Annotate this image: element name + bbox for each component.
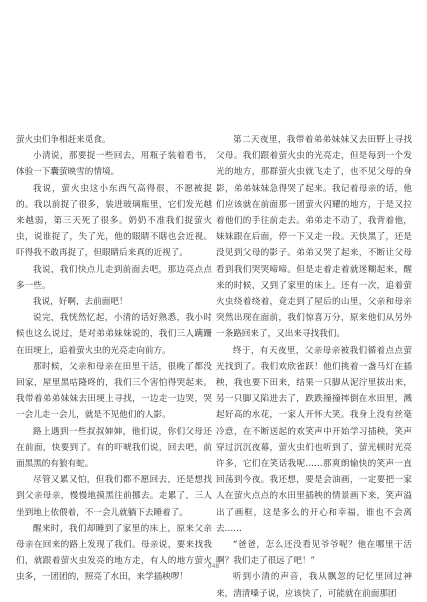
paragraph: 醒来时，我们却睡到了家里的床上，原来父亲母亲在回来的路上发现了我们。母亲说，要来找我们，就跟着萤火虫发亮的地方走，有人的地方萤火虫多，一团团的，照亮了水田，来学插秧啰！ (16, 523, 212, 583)
paragraph: 小清说，那要捉一些回去，用瓶子装着看书，体验一下囊萤映雪的情境。 (16, 151, 212, 178)
paragraph: 我说，我们快点儿走到前面去吧，那边亮点点多一些。 (16, 264, 212, 291)
paragraph: “爸爸，怎么还没看见爷爷呢？他在哪里干活啊？我们走了很远了吧！” (216, 540, 412, 567)
paragraph: 终于，有天夜里，父亲母亲被我们循着点点萤光找到了。我们欢欣雀跃！他们挑着一盏马灯在插秧，我也要下田来，结果一只脚从泥泞里拔出来，另一只脚又陷进去了，跌跌撞撞摔倒在水田里，溅起好高的水花，一家人开怀大笑。我身上没有丝毫冷意，在不断送起的欢笑声中开始学习插秧，笑声穿过沉沉夜幕，萤火虫们也听到了，萤光顿时光亮许多，它们在笑话我呢……那爽朗愉快的笑声一直回荡到今夜。我还想，要是会油画，一定要把一家人在萤火点点的水田里插秧的情景画下来，笑声溢出了画框，这是多么的开心和幸福，谁也不会离去…… (216, 345, 412, 534)
paragraph: 路上遇到一些叔叔婶婶，他们说，你们父母还在前面，快要到了。有的吓唬我们说，回去吧，前面黑黑的有狼有蛇。 (16, 426, 212, 470)
right-column (216, 132, 412, 602)
left-column (16, 132, 212, 586)
paragraph: 说完，我恍然忆起，小清的话好熟悉，我小时候也这么说过，是对弟弟妹妹说的，我们三人蹒跚在田埂上，追着萤火虫的光亮走向前方。 (16, 313, 212, 356)
paragraph: 第二天夜里，我带着弟弟妹妹又去田野上寻找父母。我们跟着萤火虫的光亮走，但是每到一个发光的地方，那群萤火虫就飞走了，也不见父母的身影，弟弟妹妹急得哭了起来。我记着母亲的话，他们应该就在前面那一团萤火闪耀的地方，于是又拉着他们的手往前走去。弟弟走不动了，我背着他，妹妹跟在后面，停一下又走一段。天快黑了，还是没见到父母的影子。弟弟又哭了起来，不断让父母看到我们哭哭啼啼。但是走着走着就迷糊起来，醒来的时候，又到了家里的床上。还有一次，追着萤火虫绕着绕着，竟走到了屋后的山里，父亲和母亲突然出现在面前，我们惊喜万分，原来他们从另外一条路回来了，又出来寻找我们。 (216, 135, 412, 340)
page-number: 048 (207, 563, 220, 570)
paragraph: 我说，好啊，去前面吧！ (33, 297, 128, 308)
paragraph: 萤火虫们争相赶来觅食。 (16, 135, 111, 145)
paragraph: 那时候，父亲和母亲在田里干活，很晚了都没回家，屋里黑咕隆咚的，我们三个害怕得哭起来。我带着弟弟妹妹去田埂上寻找，一边走一边哭，哭一会儿走一会儿，就是不见他们的人影。 (16, 361, 212, 421)
paragraph: 听到小清的声音，我从飘忽的记忆里回过神来，清清嗓子说，应该快了，可能就在前面那团 (216, 572, 412, 599)
paragraph: 尽管又累又怕，但我们都不愿回去，还是想找到父亲母亲，慢慢地摸黑往前挪去。走累了，三人坐到地上依偎着，不一会儿就躺下去睡着了。 (16, 475, 212, 518)
paragraph: 我说，萤火虫这小东西气高得很，不愿被捉的。我以前捉了很多，装进玻璃瓶里，它们发光越来越弱，第三天死了很多。奶奶不准我们捉萤火虫，说谁捉了，失了光，他的眼睛不瞎也会近视。吓得我不敢再捉了，但眼睛后来真的近视了。 (16, 183, 212, 259)
